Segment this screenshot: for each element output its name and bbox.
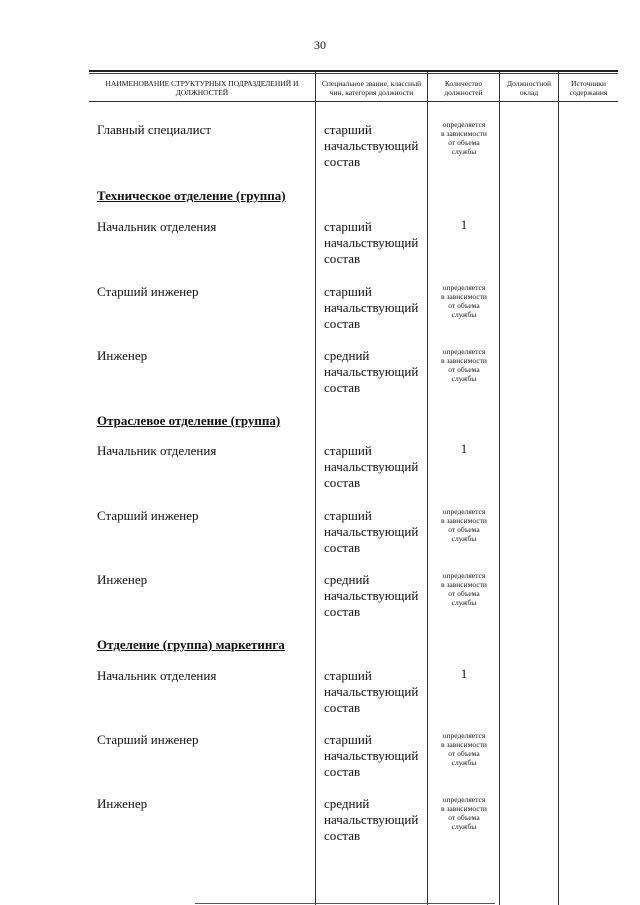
header-col-rank: Специальное звание, классный чин, категория должности (321, 79, 422, 97)
section-title-technical: Техническое отделение (группа) (97, 188, 286, 203)
rank-level: старший (324, 122, 372, 137)
row-rank: средний начальствующий состав (324, 348, 419, 395)
bottom-rule (195, 903, 495, 904)
header-col-funding: Источники содержания (569, 79, 608, 97)
row-rank: старший начальствующий состав (324, 668, 419, 715)
column-divider-1 (315, 72, 316, 905)
header-col-quantity: Количество должностей (444, 79, 483, 97)
row-position-name: Начальник отделения (97, 668, 217, 683)
row-rank: старший начальствующий состав (324, 443, 419, 490)
row-rank: старший начальствующий состав (324, 219, 419, 266)
row-quantity-one: 1 (460, 441, 468, 456)
row-quantity: определяется в зависимости от объема службы (441, 347, 487, 383)
page-number: 30 (314, 38, 326, 52)
row-quantity: определяется в зависимости от объема службы (441, 731, 487, 767)
header-col-salary: Должностной оклад (506, 79, 552, 97)
row-position-name: Старший инженер (97, 732, 199, 747)
row-position-name: Главный специалист (97, 122, 212, 137)
column-divider-4 (558, 72, 559, 905)
row-rank: старший начальствующий состав (324, 284, 419, 331)
row-position-name: Инженер (97, 348, 148, 363)
header-col-name: НАИМЕНОВАНИЕ СТРУКТУРНЫХ ПОДРАЗДЕЛЕНИЙ И ДОЛЖНОСТЕЙ (105, 79, 299, 97)
section-title-industry: Отраслевое отделение (группа) (97, 413, 281, 428)
row-rank: старший начальствующий состав (324, 732, 419, 779)
row-quantity: определяется в зависимости от объема службы (441, 283, 487, 319)
rank-staff: состав (324, 154, 361, 169)
row-position-name: Инженер (97, 572, 148, 587)
row-position-name: Старший инженер (97, 508, 199, 523)
row-rank (324, 122, 434, 170)
row-rank: средний начальствующий состав (324, 796, 419, 843)
row-quantity: определяется в зависимости от объема службы (441, 507, 487, 543)
row-position-name: Начальник отделения (97, 443, 217, 458)
row-quantity: определяется в зависимости от объема службы (441, 571, 487, 607)
header-rule-top (89, 70, 618, 72)
row-quantity: определяется в зависимости от объема службы (441, 120, 487, 156)
row-position-name: Инженер (97, 796, 148, 811)
row-position-name: Начальник отделения (97, 219, 217, 234)
rank-commanding: начальствующий (324, 138, 419, 153)
row-quantity-one: 1 (460, 666, 468, 681)
header-rule-bottom (89, 101, 618, 102)
row-quantity-one: 1 (460, 217, 468, 232)
row-rank: средний начальствующий состав (324, 572, 419, 619)
column-divider-3 (499, 72, 500, 905)
row-quantity: определяется в зависимости от объема службы (441, 795, 487, 831)
row-rank: старший начальствующий состав (324, 508, 419, 555)
row-position-name: Старший инженер (97, 284, 199, 299)
section-title-marketing: Отделение (группа) маркетинга (97, 637, 285, 652)
header-rule-second (89, 73, 618, 74)
